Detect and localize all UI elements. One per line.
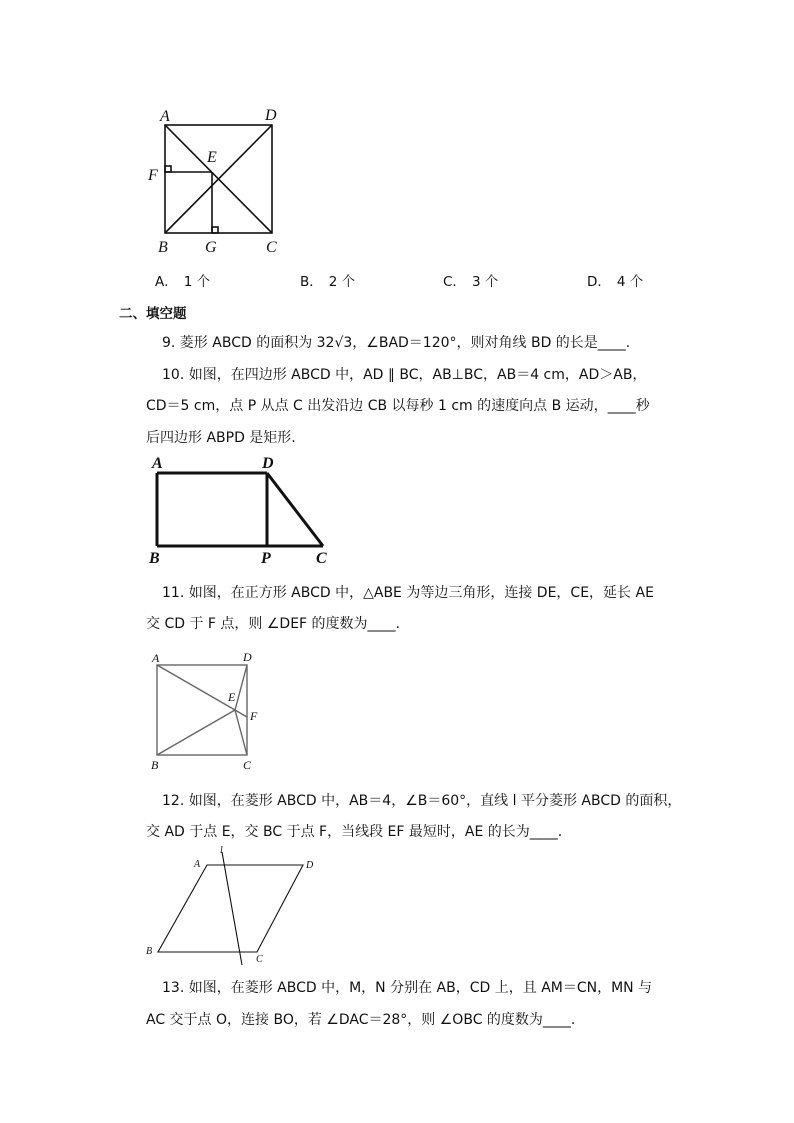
fig3-label-e: E [228,690,236,704]
figure-quadrilateral-abcd [140,452,340,567]
question-13-line-2: AC 交于点 O，连接 BO，若 ∠DAC＝28°，则 ∠OBC 的度数为____. [146,1012,576,1028]
option-b-letter: B． [300,274,323,290]
fig1-label-c: C [266,239,277,256]
fig1-label-a: A [160,108,170,125]
option-c-text: 3 个 [471,274,499,290]
fig4-label-l: l [220,845,223,856]
option-d-letter: D． [587,274,611,290]
option-a [155,270,216,290]
question-10-line-2: CD＝5 cm，点 P 从点 C 出发沿边 CB 以每秒 1 cm 的速度向点 B 运动，____秒 [146,398,650,414]
question-10-line-3: 后四边形 ABPD 是矩形. [146,430,296,446]
option-a-letter: A． [155,274,178,290]
question-12-line-2: 交 AD 于点 E，交 BC 于点 F，当线段 EF 最短时，AE 的长为____. [146,824,563,840]
fig1-label-b: B [158,239,168,256]
fig1-label-f: F [148,167,158,184]
fig3-label-b: B [151,758,159,772]
fig2-label-c: C [316,550,327,567]
option-a-text: 1 个 [183,274,211,290]
question-11-line-1: 11. 如图，在正方形 ABCD 中，△ABE 为等边三角形，连接 DE，CE，延长 AE [162,585,654,601]
figure-square-efg [140,100,290,260]
fig2-label-a: A [152,455,163,472]
option-d-text: 4 个 [616,274,644,290]
option-c [443,270,504,290]
option-b-text: 2 个 [328,274,356,290]
fig2-label-p: P [261,550,271,567]
fig3-label-d: D [243,650,252,664]
fig3-label-a: A [152,651,160,665]
figure-rhombus-line-l [140,840,330,970]
fig4-label-d: D [306,860,314,871]
option-d [587,270,649,290]
option-c-letter: C． [443,274,466,290]
question-11-line-2: 交 CD 于 F 点，则 ∠DEF 的度数为____. [146,616,400,632]
question-10-line-1: 10. 如图，在四边形 ABCD 中，AD ∥ BC，AB⊥BC，AB＝4 cm，AD＞AB， [162,367,647,383]
fig3-label-f: F [250,709,258,723]
fig4-label-b: B [146,946,153,957]
fig1-label-d: D [265,107,277,124]
option-b [300,270,361,290]
question-9-line-1: 9. 菱形 ABCD 的面积为 32√3，∠BAD＝120°，则对角线 BD 的长是____. [162,335,631,351]
fig4-label-a: A [194,859,201,870]
section-title: 二、填空题 [119,306,187,322]
question-13-line-1: 13. 如图，在菱形 ABCD 中，M，N 分别在 AB，CD 上，且 AM＝CN，MN 与 [162,980,653,996]
fig1-label-g: G [205,239,217,256]
fig2-label-d: D [262,455,274,472]
figure-square-equilateral [140,645,270,775]
question-12-line-1: 12. 如图，在菱形 ABCD 中，AB＝4，∠B＝60°，直线 l 平分菱形 ABCD 的面积， [162,793,682,809]
fig3-label-c: C [243,758,252,772]
fig4-label-c: C [256,954,263,965]
fig2-label-b: B [149,550,160,567]
fig1-label-e: E [207,149,217,166]
